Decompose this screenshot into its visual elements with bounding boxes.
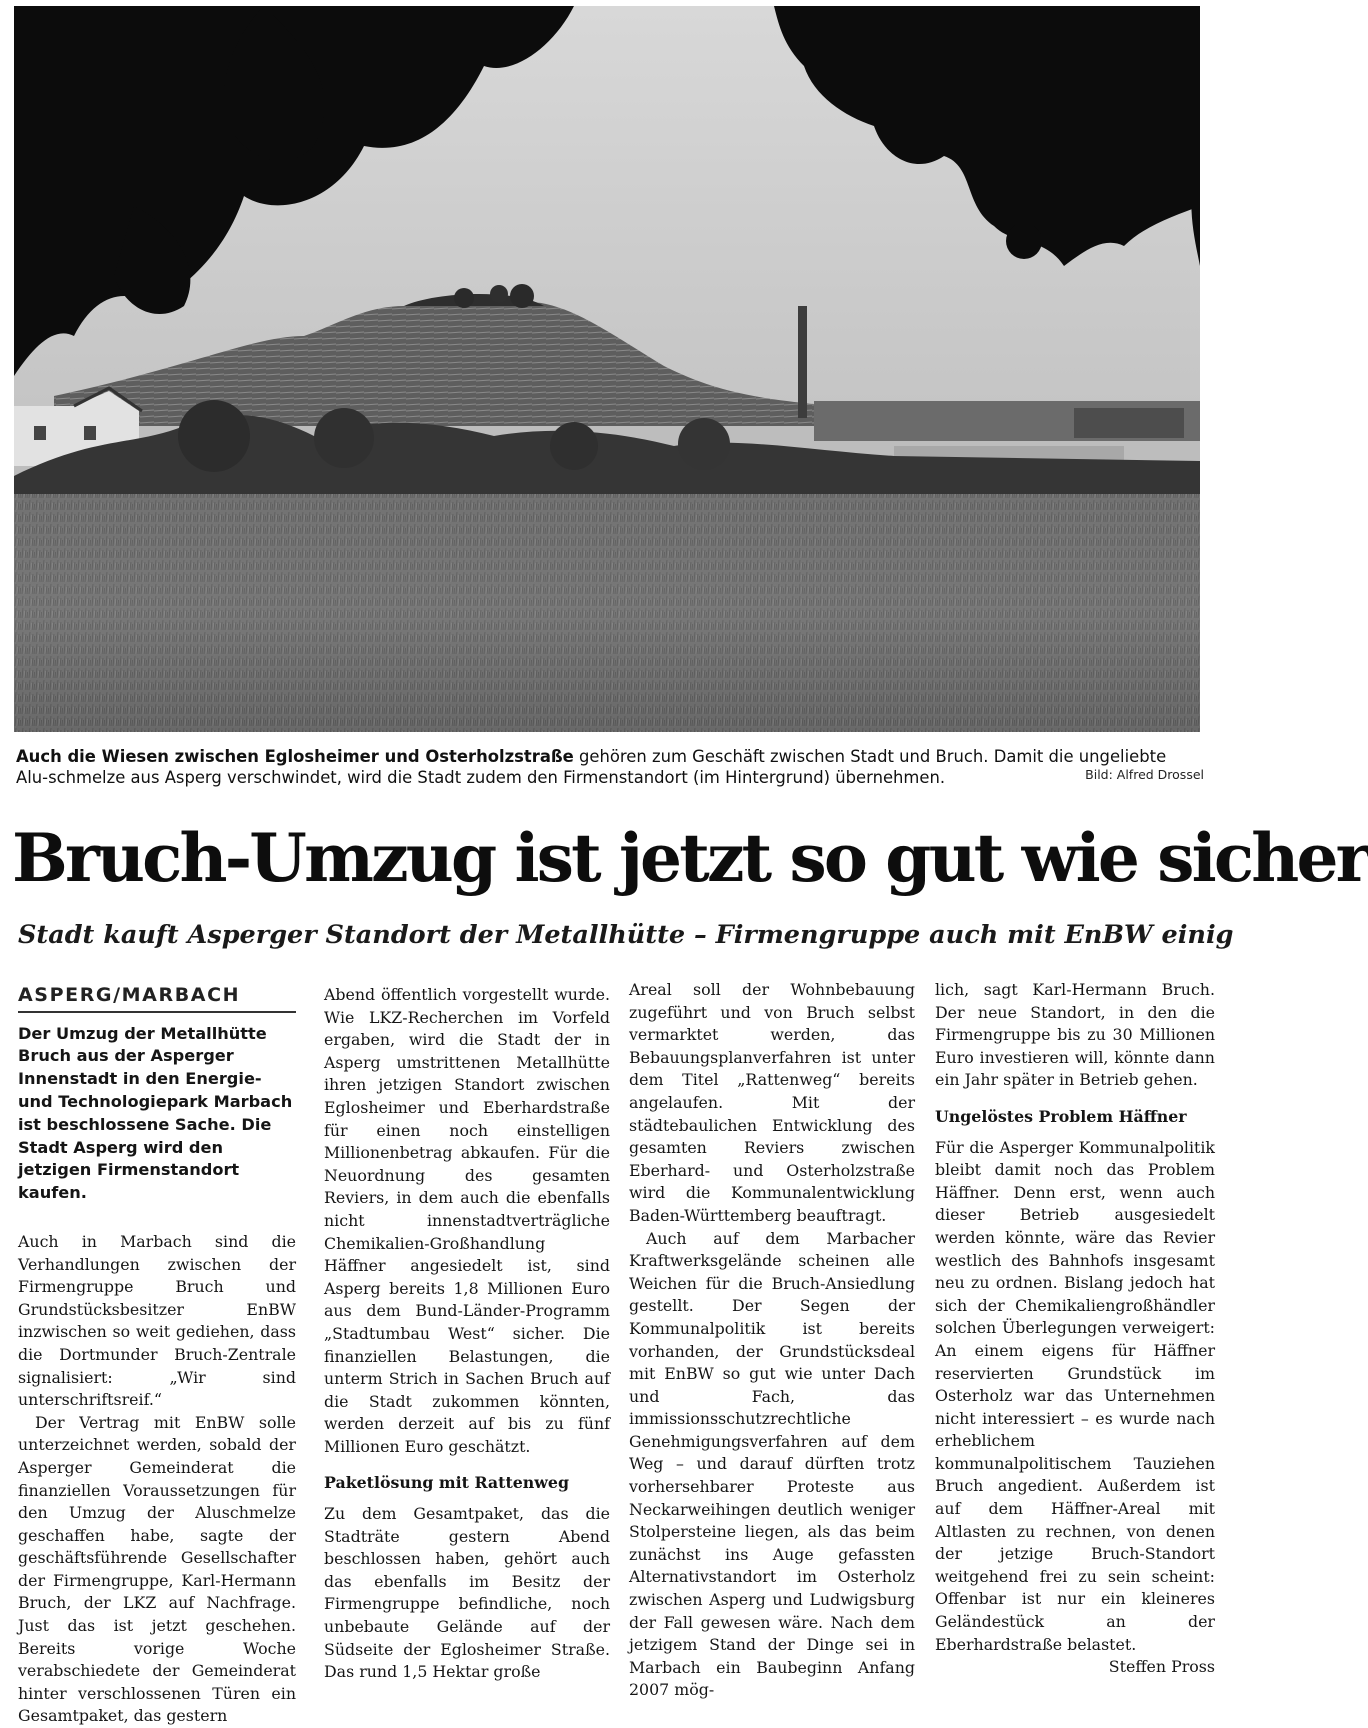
article-column-4	[935, 979, 1215, 1679]
body-paragraph: Abend öffentlich vorgestellt wurde. Wie LKZ-Recherchen im Vorfeld ergaben, wird die Stadt der in Asperg umstrittenen Metallhütte ihren jetzigen Standort zwischen Eglosheimer und Eberhardstraße für einen noch einstelligen Millionenbetrag abkaufen. Für die Neuordnung des gesamten Reviers, in dem auch die ebenfalls nicht innenstadtverträgliche Chemikalien-Großhandlung Häffner angesiedelt ist, sind Asperg bereits 1,8 Millionen Euro aus dem Bund-Länder-Programm „Stadtumbau West“ sicher. Die finanziellen Belastungen, die unterm Strich in Sachen Bruch auf die Stadt zukommen könnten, werden derzeit auf bis zu fünf Millionen Euro geschätzt.	[324, 985, 610, 1456]
body-paragraph: Areal soll der Wohnbebauung zugeführt und von Bruch selbst vermarktet werden, das Bebauungsplanverfahren ist unter dem Titel „Rattenweg“ bereits angelaufen. Mit der städtebaulichen Entwicklung des gesamten Reviers zwischen Eberhard- und Osterholzstraße wird die Kommunalentwicklung Baden-Württemberg beauftragt.	[629, 980, 915, 1225]
article-photo	[14, 6, 1200, 732]
photo-caption	[16, 746, 1202, 788]
landscape-photo-illustration	[14, 6, 1200, 732]
section-heading: Paketlösung mit Rattenweg	[324, 1473, 569, 1493]
body-paragraph: Zu dem Gesamtpaket, das die Stadträte gestern Abend beschlossen haben, gehört auch das ebenfalls im Besitz der Firmengruppe befindliche, noch unbebaute Gelände auf der Südseite der Eglosheimer Straße. Das rund 1,5 Hektar große	[324, 1504, 610, 1682]
author-byline: Steffen Pross	[1108, 1657, 1215, 1677]
caption-lead: Auch die Wiesen zwischen Eglosheimer und Osterholzstraße	[16, 747, 574, 766]
article-column-1	[18, 976, 296, 1728]
headline: Bruch-Umzug ist jetzt so gut wie sicher	[12, 819, 1368, 897]
body-paragraph: lich, sagt Karl-Hermann Bruch. Der neue Standort, in den die Firmengruppe bis zu 30 Millionen Euro investieren will, könnte dann ein Jahr später in Betrieb gehen.	[935, 980, 1215, 1090]
body-paragraph: Für die Asperger Kommunalpolitik bleibt damit noch das Problem Häffner. Denn erst, wenn auch dieser Betrieb ausgesiedelt werden könnte, wäre das Revier westlich des Bahnhofs insgesamt neu zu ordnen. Bislang jedoch hat sich der Chemikaliengroßhändler solchen Überlegungen verweigert: An einem eigens für Häffner reservierten Grundstück im Osterholz war das Unternehmen nicht interessiert – es wurde nach erheblichem kommunalpolitischem Tauziehen Bruch angedient. Außerdem ist auf dem Häffner-Areal mit Altlasten zu rechnen, von denen der jetzige Bruch-Standort weitgehend frei zu sein scheint: Offenbar ist nur ein kleineres Geländestück an der Eberhardstraße belastet.	[935, 1137, 1215, 1654]
body-paragraph: Auch auf dem Marbacher Kraftwerksgelände scheinen alle Weichen für die Bruch-Ansiedlung gestellt. Der Segen der Kommunalpolitik ist bereits vorhanden, der Grundstücksdeal mit EnBW so gut wie unter Dach und Fach, das immissionsschutzrechtliche Genehmigungsverfahren auf dem Weg – und darauf dürften trotz vorhersehbarer Proteste aus Neckarweihingen deutlich weniger Stolpersteine liegen, als das beim zunächst ins Auge gefassten Alternativstandort im Osterholz zwischen Asperg und Ludwigsburg der Fall gewesen wäre. Nach dem jetzigem Stand der Dinge sei in Marbach ein Baubeginn Anfang 2007 mög-	[629, 1228, 915, 1700]
section-heading: Ungelöstes Problem Häffner	[935, 1106, 1187, 1126]
subheadline: Stadt kauft Asperger Standort der Metallhütte – Firmengruppe auch mit EnBW einig	[18, 920, 1234, 950]
article-column-3	[629, 979, 915, 1702]
body-paragraph: Der Vertrag mit EnBW solle unterzeichnet werden, sobald der Asperger Gemeinderat die finanziellen Voraussetzungen für den Umzug der Aluschmelze geschaffen habe, sagte der geschäftsführende Gesellschafter der Firmengruppe, Karl-Hermann Bruch, der LKZ auf Nachfrage. Just das ist jetzt geschehen. Bereits vorige Woche verabschiedete der Gemeinderat hinter verschlossenen Türen ein Gesamtpaket, das gestern	[18, 1412, 296, 1726]
photo-credit: Bild: Alfred Drossel	[1085, 767, 1204, 782]
lead-paragraph: Der Umzug der Metallhütte Bruch aus der Asperger Innenstadt in den Energie- und Technologiepark Marbach ist beschlossene Sache. Die Stadt Asperg wird den jetzigen Firmenstandort kaufen.	[18, 1023, 293, 1203]
caption-text: gehören zum Geschäft zwischen Stadt und Bruch. Damit die ungeliebte Alu-schmelze aus Asperg verschwindet, wird die Stadt zudem den Firmenstandort (im Hintergrund) übernehmen.	[16, 747, 1167, 787]
article-column-2	[324, 984, 610, 1684]
dateline: ASPERG/MARBACH	[18, 984, 296, 1013]
body-paragraph: Auch in Marbach sind die Verhandlungen zwischen der Firmengruppe Bruch und Grundstücksbesitzer EnBW inzwischen so weit gediehen, dass die Dortmunder Bruch-Zentrale signalisiert: „Wir sind unterschriftsreif.“	[18, 1231, 296, 1410]
